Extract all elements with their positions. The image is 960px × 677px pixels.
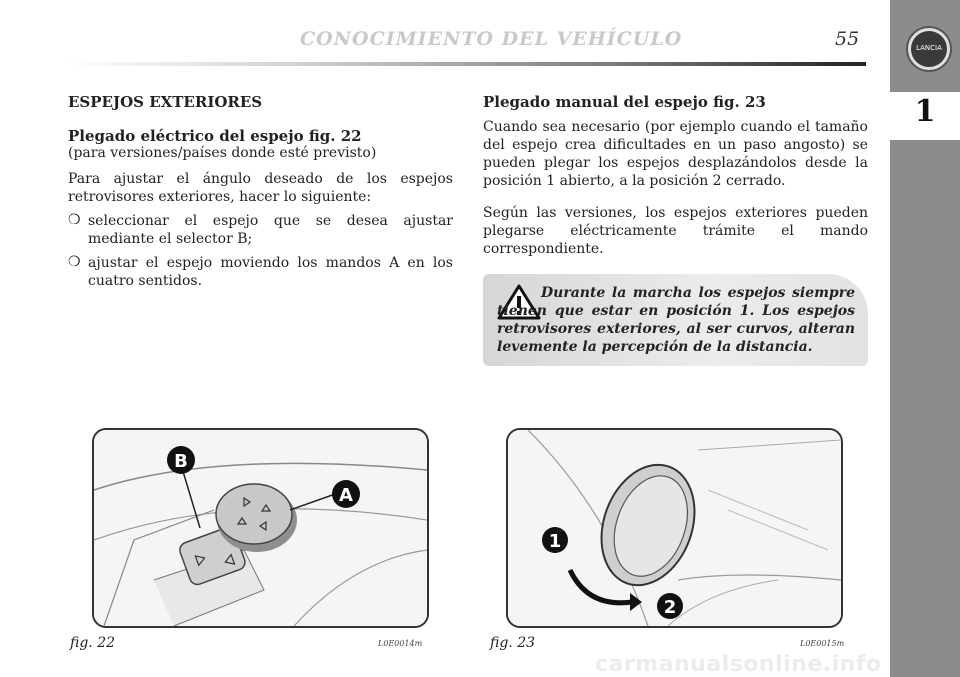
- instruction-list: [68, 212, 453, 290]
- svg-text:1: 1: [548, 531, 562, 552]
- callout-a: [332, 480, 360, 508]
- svg-text:2: 2: [663, 597, 677, 618]
- right-column: [483, 92, 868, 258]
- callout-2: [657, 593, 683, 619]
- callout-b: [167, 446, 195, 474]
- figure-22-code: L0E0014m: [378, 639, 423, 648]
- warning-text: Durante la marcha los espejos siempre tienen que estar en posición 1. Los espejos retrovisores exteriores, al ser curvos, alteran levemente la percepción de la distancia.: [497, 285, 855, 355]
- figure-22-mirror-controls: [92, 428, 429, 628]
- version-note: (para versiones/países donde esté previsto): [68, 145, 377, 161]
- list-item-text: ajustar el espejo moviendo los mandos A en los cuatro sentidos.: [88, 255, 453, 289]
- figure-23-label: fig. 23: [490, 635, 536, 651]
- svg-text:B: B: [174, 451, 188, 472]
- subsection-title-manual: Plegado manual del espejo fig. 23: [483, 93, 766, 111]
- watermark: carmanualsonline.info: [595, 652, 882, 677]
- section-title: ESPEJOS EXTERIORES: [68, 93, 263, 111]
- logo-text: LANCIA: [916, 44, 942, 52]
- mirror-control-illustration: [94, 430, 427, 626]
- lancia-logo: [908, 28, 950, 70]
- electric-fold-paragraph: Según las versiones, los espejos exteriores pueden plegarse eléctricamente trámite el mando correspondiente.: [483, 205, 868, 257]
- subsection-title-electric: Plegado eléctrico del espejo fig. 22: [68, 127, 362, 145]
- list-item: [68, 212, 453, 248]
- running-header-title: CONOCIMIENTO DEL VEHÍCULO: [300, 28, 683, 50]
- svg-text:A: A: [339, 485, 353, 506]
- callout-1: [542, 527, 568, 553]
- mirror-fold-illustration: [508, 430, 841, 626]
- figure-23-code: L0E0015m: [800, 639, 845, 648]
- chapter-tab[interactable]: [890, 92, 960, 140]
- list-item: [68, 254, 453, 290]
- manual-fold-paragraph: Cuando sea necesario (por ejemplo cuando el tamaño del espejo crea dificultades en un paso angosto) se pueden plegar los espejos desplazándolos desde la posición 1 abierto, a la posición 2 cerrado.: [483, 119, 868, 189]
- figure-23-mirror-fold: [506, 428, 843, 628]
- intro-paragraph: Para ajustar el ángulo deseado de los espejos retrovisores exteriores, hacer lo siguiente:: [68, 171, 453, 205]
- left-column: [68, 92, 453, 296]
- chapter-sidebar: [890, 0, 960, 677]
- bullet-circle-icon: ❍: [68, 212, 81, 228]
- header-rule: [66, 62, 866, 66]
- list-item-text: seleccionar el espejo que se desea ajustar mediante el selector B;: [88, 213, 453, 247]
- warning-box: [483, 274, 868, 366]
- chapter-number: 1: [914, 94, 936, 129]
- bullet-circle-icon: ❍: [68, 254, 81, 270]
- figure-22-label: fig. 22: [70, 635, 116, 651]
- page-number: 55: [835, 28, 860, 50]
